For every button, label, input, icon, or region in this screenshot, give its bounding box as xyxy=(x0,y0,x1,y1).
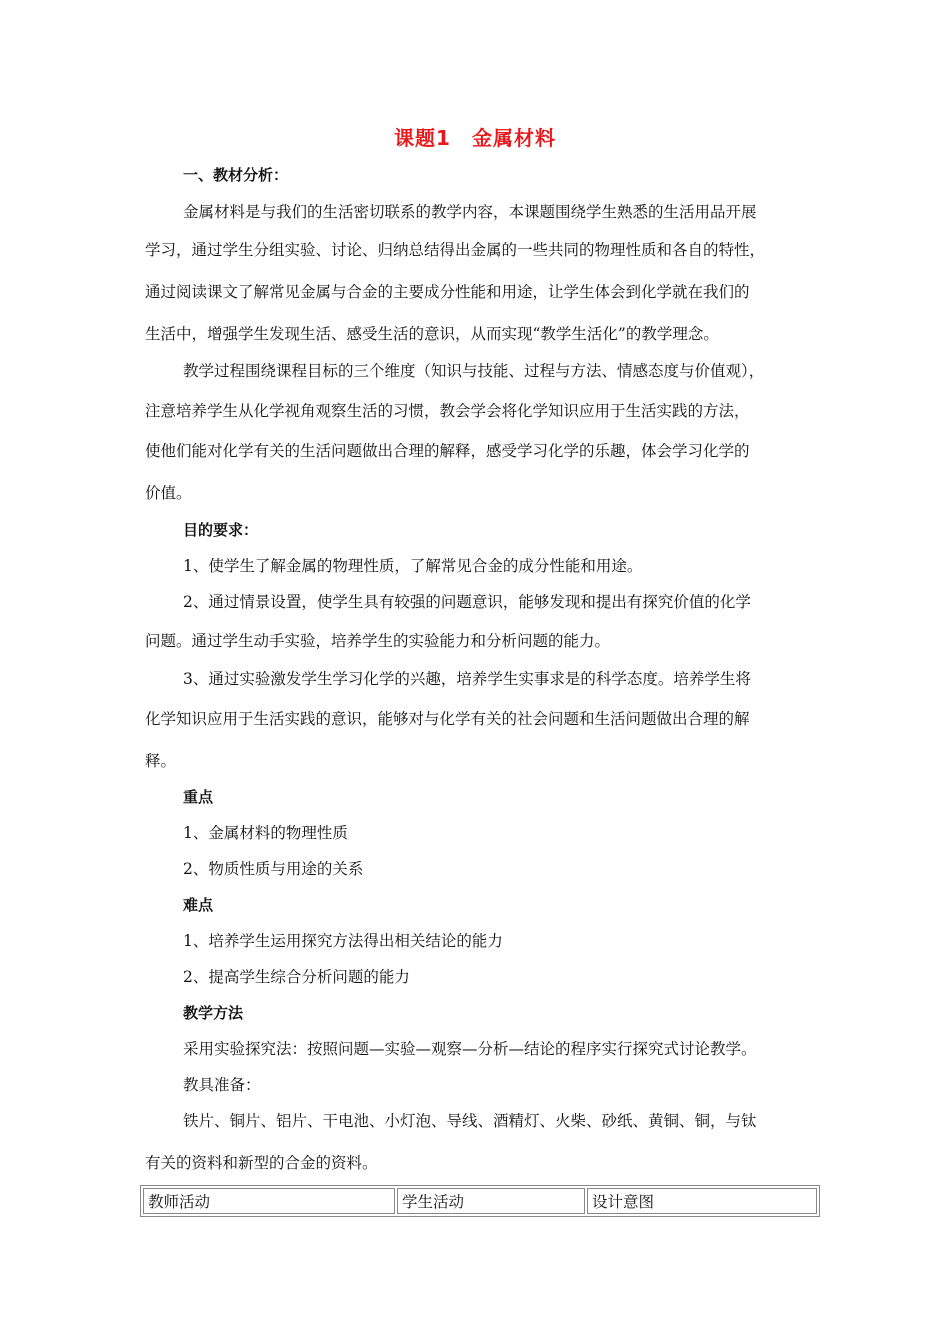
tools-label: 教具准备： xyxy=(183,1076,261,1094)
list-item: 2、物质性质与用途的关系 xyxy=(183,860,364,878)
section-heading-difficulties: 难点 xyxy=(183,896,214,914)
tools-list: 铁片、铜片、铝片、干电池、小灯泡、导线、酒精灯、火柴、砂纸、黄铜、铜，与钛 xyxy=(183,1112,757,1130)
paragraph-line: 通过阅读课文了解常见金属与合金的主要成分性能和用途，让学生体会到化学就在我们的 xyxy=(145,283,750,301)
methods-text: 采用实验探究法：按照问题—实验—观察—分析—结论的程序实行探究式讨论教学。 xyxy=(183,1040,757,1058)
table-header-cell: 设计意图 xyxy=(587,1188,817,1214)
paragraph-line: 价值。 xyxy=(145,484,192,502)
list-item: 3、通过实验激发学生学习化学的兴趣，培养学生实事求是的科学态度。培养学生将 xyxy=(183,670,751,688)
list-item: 1、使学生了解金属的物理性质，了解常见合金的成分性能和用途。 xyxy=(183,557,643,575)
paragraph-line: 金属材料是与我们的生活密切联系的教学内容，本课题围绕学生熟悉的生活用品开展 xyxy=(183,203,757,221)
table-header-cell: 学生活动 xyxy=(397,1188,585,1214)
tools-list-continuation: 有关的资料和新型的合金的资料。 xyxy=(145,1154,378,1172)
paragraph-line: 注意培养学生从化学视角观察生活的习惯，教会学会将化学知识应用于生活实践的方法， xyxy=(145,402,750,420)
list-item: 1、培养学生运用探究方法得出相关结论的能力 xyxy=(183,932,503,950)
list-item: 1、金属材料的物理性质 xyxy=(183,824,348,842)
activity-table xyxy=(140,1185,820,1217)
table-header-cell: 教师活动 xyxy=(143,1188,395,1214)
paragraph-line: 使他们能对化学有关的生活问题做出合理的解释，感受学习化学的乐趣，体会学习化学的 xyxy=(145,442,750,460)
lesson-title: 课题1 金属材料 xyxy=(394,126,556,150)
section-heading-methods: 教学方法 xyxy=(183,1004,244,1022)
list-item: 2、提高学生综合分析问题的能力 xyxy=(183,968,410,986)
table-header-row xyxy=(143,1188,817,1214)
list-item-continuation: 释。 xyxy=(145,752,177,770)
list-item-continuation: 问题。通过学生动手实验，培养学生的实验能力和分析问题的能力。 xyxy=(145,632,611,650)
paragraph-line: 学习，通过学生分组实验、讨论、归纳总结得出金属的一些共同的物理性质和各自的特性， xyxy=(145,241,766,259)
section-heading-goals: 目的要求： xyxy=(183,521,259,539)
section-heading-key-points: 重点 xyxy=(183,788,214,806)
section-heading-textbook-analysis: 一、教材分析： xyxy=(183,166,289,184)
list-item: 2、通过情景设置，使学生具有较强的问题意识，能够发现和提出有探究价值的化学 xyxy=(183,593,751,611)
list-item-continuation: 化学知识应用于生活实践的意识，能够对与化学有关的社会问题和生活问题做出合理的解 xyxy=(145,710,750,728)
paragraph-line: 生活中，增强学生发现生活、感受生活的意识，从而实现“教学生活化”的教学理念。 xyxy=(145,325,719,343)
paragraph-line: 教学过程围绕课程目标的三个维度（知识与技能、过程与方法、情感态度与价值观）， xyxy=(183,362,765,380)
